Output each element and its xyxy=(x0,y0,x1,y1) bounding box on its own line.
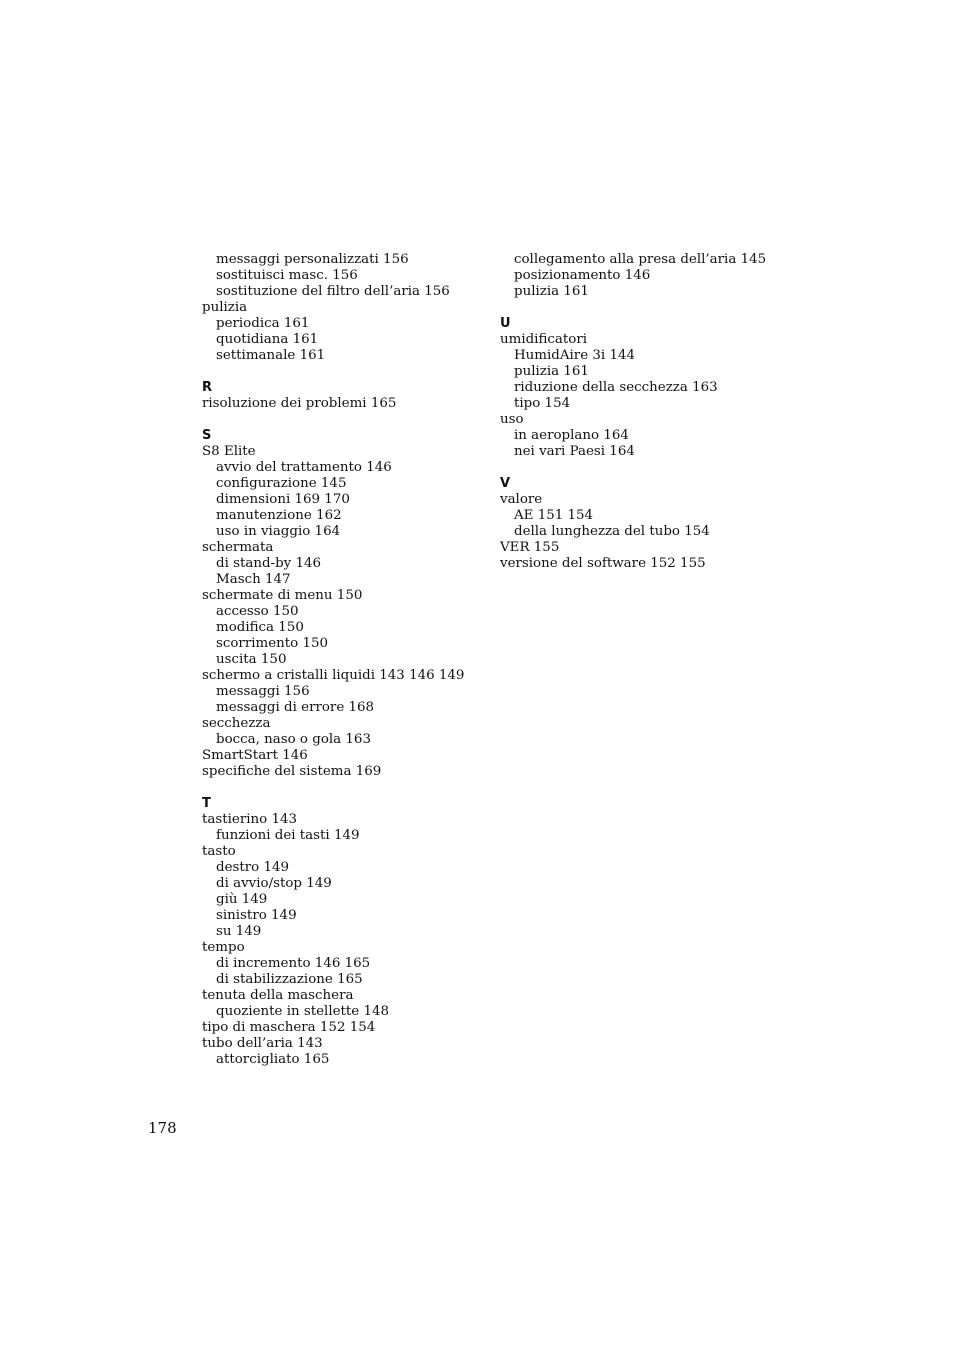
index-entry: valore xyxy=(500,492,543,507)
index-subentry: quotidiana 161 xyxy=(216,332,319,347)
index-subentry: messaggi 156 xyxy=(216,684,310,699)
index-subentry: riduzione della secchezza 163 xyxy=(514,380,718,395)
index-entry: SmartStart 146 xyxy=(202,748,308,763)
index-column-left xyxy=(202,252,482,1068)
index-subentry: HumidAire 3i 144 xyxy=(514,348,636,363)
index-subentry: periodica 161 xyxy=(216,316,310,331)
index-subentry: tipo 154 xyxy=(514,396,571,411)
index-subentry: uscita 150 xyxy=(216,652,287,667)
index-subentry: Masch 147 xyxy=(216,572,291,587)
index-subentry: su 149 xyxy=(216,924,262,939)
index-subentry: sostituisci masc. 156 xyxy=(216,268,358,283)
index-entry: tastierino 143 xyxy=(202,812,298,827)
index-subentry: pulizia 161 xyxy=(514,284,589,299)
index-subentry: della lunghezza del tubo 154 xyxy=(514,524,710,539)
index-subentry: manutenzione 162 xyxy=(216,508,342,523)
index-entry: tasto xyxy=(202,844,236,859)
index-subentry: collegamento alla presa dell’aria 145 xyxy=(514,252,767,267)
index-letter-heading: R xyxy=(202,380,213,395)
index-entry: secchezza xyxy=(202,716,271,731)
spacer xyxy=(202,412,482,428)
index-subentry: in aeroplano 164 xyxy=(514,428,629,443)
index-entry: specifiche del sistema 169 xyxy=(202,764,382,779)
index-subentry: di stand-by 146 xyxy=(216,556,322,571)
index-entry: uso xyxy=(500,412,524,427)
spacer xyxy=(202,780,482,796)
index-subentry: messaggi di errore 168 xyxy=(216,700,375,715)
index-subentry: nei vari Paesi 164 xyxy=(514,444,635,459)
index-subentry: di avvio/stop 149 xyxy=(216,876,332,891)
index-letter-heading: V xyxy=(500,476,511,491)
index-subentry: configurazione 145 xyxy=(216,476,347,491)
index-subentry: bocca, naso o gola 163 xyxy=(216,732,371,747)
index-letter-heading: T xyxy=(202,796,211,811)
index-subentry: dimensioni 169 170 xyxy=(216,492,350,507)
index-subentry: AE 151 154 xyxy=(514,508,594,523)
index-entry: S8 Elite xyxy=(202,444,256,459)
index-entry: schermata xyxy=(202,540,274,555)
index-subentry: messaggi personalizzati 156 xyxy=(216,252,409,267)
index-subentry: attorcigliato 165 xyxy=(216,1052,330,1067)
index-entry: umidificatori xyxy=(500,332,587,347)
index-column-right xyxy=(500,252,800,572)
index-subentry: funzioni dei tasti 149 xyxy=(216,828,360,843)
index-subentry: modifica 150 xyxy=(216,620,304,635)
index-entry: schermate di menu 150 xyxy=(202,588,363,603)
index-subentry: settimanale 161 xyxy=(216,348,326,363)
index-subentry: di incremento 146 165 xyxy=(216,956,371,971)
spacer xyxy=(202,364,482,380)
index-subentry: accesso 150 xyxy=(216,604,299,619)
index-letter-heading: U xyxy=(500,316,511,331)
index-subentry: sinistro 149 xyxy=(216,908,297,923)
index-subentry: destro 149 xyxy=(216,860,290,875)
index-subentry: giù 149 xyxy=(216,892,268,907)
index-entry: tempo xyxy=(202,940,245,955)
index-subentry: scorrimento 150 xyxy=(216,636,329,651)
index-subentry: di stabilizzazione 165 xyxy=(216,972,363,987)
index-entry: VER 155 xyxy=(500,540,560,555)
index-entry: tenuta della maschera xyxy=(202,988,354,1003)
index-subentry: posizionamento 146 xyxy=(514,268,651,283)
index-entry: schermo a cristalli liquidi 143 146 149 xyxy=(202,668,465,683)
index-subentry: quoziente in stellette 148 xyxy=(216,1004,390,1019)
index-subentry: pulizia 161 xyxy=(514,364,589,379)
spacer xyxy=(500,300,800,316)
index-entry: tipo di maschera 152 154 xyxy=(202,1020,376,1035)
index-subentry: uso in viaggio 164 xyxy=(216,524,341,539)
spacer xyxy=(500,460,800,476)
index-entry: risoluzione dei problemi 165 xyxy=(202,396,397,411)
page-number: 178 xyxy=(148,1119,177,1137)
index-subentry: avvio del trattamento 146 xyxy=(216,460,392,475)
index-entry: pulizia xyxy=(202,300,248,315)
index-letter-heading: S xyxy=(202,428,212,443)
index-subentry: sostituzione del filtro dell’aria 156 xyxy=(216,284,450,299)
index-entry: versione del software 152 155 xyxy=(500,556,706,571)
index-entry: tubo dell’aria 143 xyxy=(202,1036,323,1051)
